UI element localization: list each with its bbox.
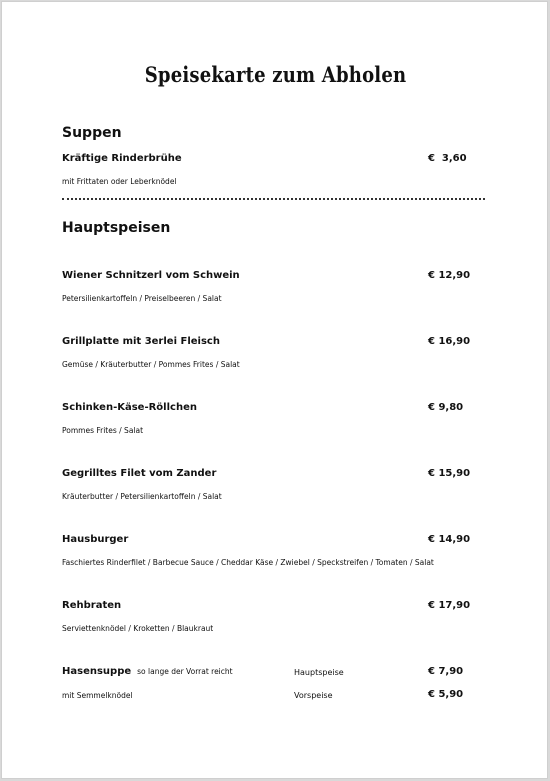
dish-price: € 5,90 xyxy=(428,689,464,700)
dish-name: Gegrilltes Filet vom Zander xyxy=(62,468,217,479)
portion-label-main: Hauptspeise xyxy=(294,668,344,677)
page-title: Speisekarte zum Abholen xyxy=(144,62,407,87)
dish-price: € 14,90 xyxy=(428,534,471,545)
dish-description: Faschiertes Rinderfilet / Barbecue Sauce / Cheddar Käse / Zwiebel / Speckstreifen / Tomaten / Salat xyxy=(62,558,434,567)
dish-price: € 9,80 xyxy=(428,402,464,413)
dish-name: Wiener Schnitzerl vom Schwein xyxy=(62,270,240,281)
dish-price: € 12,90 xyxy=(428,270,471,281)
dish-price: € 3,60 xyxy=(428,153,467,164)
availability-note: so lange der Vorrat reicht xyxy=(137,667,233,676)
dish-description: Petersilienkartoffeln / Preiselbeeren / Salat xyxy=(62,294,222,303)
dish-price: € 16,90 xyxy=(428,336,471,347)
dish-description: Gemüse / Kräuterbutter / Pommes Frites / Salat xyxy=(62,360,240,369)
dish-name xyxy=(62,666,233,677)
dotted-divider xyxy=(62,198,485,200)
dish-description: Pommes Frites / Salat xyxy=(62,426,144,435)
dish-description: Kräuterbutter / Petersilienkartoffeln / Salat xyxy=(62,492,222,501)
dish-description: Serviettenknödel / Kroketten / Blaukraut xyxy=(62,624,214,633)
dish-description: mit Semmelknödel xyxy=(62,691,133,700)
dish-name: Kräftige Rinderbrühe xyxy=(62,153,182,164)
portion-label-starter: Vorspeise xyxy=(294,691,333,700)
section-heading-hauptspeisen: Hauptspeisen xyxy=(62,220,171,236)
dish-name: Rehbraten xyxy=(62,600,122,611)
dish-name: Schinken-Käse-Röllchen xyxy=(62,402,197,413)
dish-price: € 17,90 xyxy=(428,600,471,611)
dish-description: mit Frittaten oder Leberknödel xyxy=(62,177,177,186)
dish-price: € 15,90 xyxy=(428,468,471,479)
dish-name: Hausburger xyxy=(62,534,129,545)
menu-page xyxy=(1,1,548,779)
dish-name-text: Hasensuppe xyxy=(62,666,132,677)
section-heading-suppen: Suppen xyxy=(62,125,122,141)
dish-name: Grillplatte mit 3erlei Fleisch xyxy=(62,336,220,347)
dish-price: € 7,90 xyxy=(428,666,464,677)
